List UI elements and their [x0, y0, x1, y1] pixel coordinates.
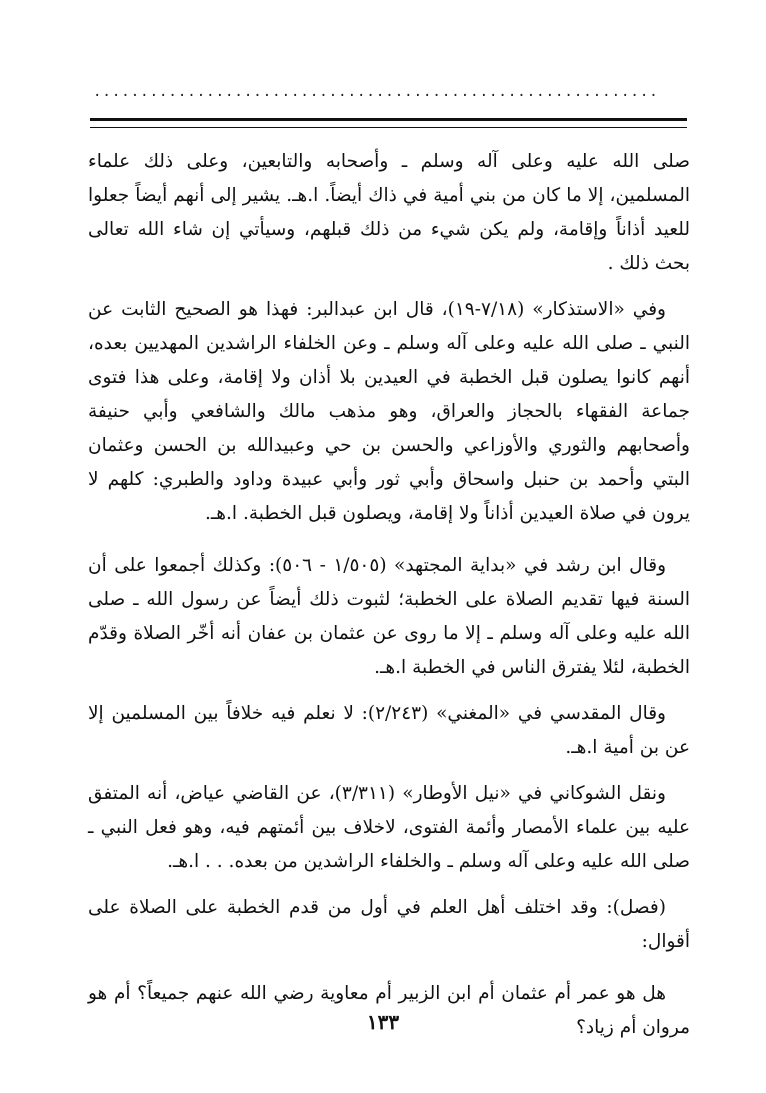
paragraph-question: هل هو عمر أم عثمان أم ابن الزبير أم معاوية رضي الله عنهم جميعاً؟ أم هو مروان أم زياد؟ [88, 983, 690, 1038]
paragraph-istidhkar: وفي «الاستذكار» (٧/١٨-١٩)، قال ابن عبدالبر: فهذا هو الصحيح الثابت عن النبي ـ صلى الله عليه وعلى آله وسلم ـ وعن الخلفاء الراشدين المهديين بعده، أنهم كانوا يصلون قبل الخطبة في العيدين بلا أذان ولا إقامة، وعلى هذا فتوى جماعة الفقهاء بالحجاز والعراق، وهو مذهب مالك والشافعي وأبي حنيفة وأصحابهم والثوري والأوزاعي والحسن بن حي وعبيدالله بن الحسن وعثمان البتي وأحمد بن حنبل واسحاق وأبي ثور وأبي عبيدة وداود والطبري: كلهم لا يرون في صلاة العيدين أذاناً ولا إقامة، ويصلون قبل الخطبة. ا.هـ. [88, 299, 690, 524]
header-rule-thick [90, 118, 687, 121]
paragraph-continuation: صلى الله عليه وعلى آله وسلم ـ وأصحابه والتابعين، وعلى ذلك علماء المسلمين، إلا ما كان من بني أمية في ذاك أيضاً. ا.هـ. يشير إلى أنهم أيضاً جعلوا للعيد أذاناً وإقامة، ولم يكن شيء من ذلك قبلهم، وسيأتي إن شاء الله تعالى بحث ذلك . [88, 151, 690, 274]
paragraph-shawkani: ونقل الشوكاني في «نيل الأوطار» (٣/٣١١)، عن القاضي عياض، أنه المتفق عليه بين علماء الأمصار وأئمة الفتوى، لاخلاف بين أئمتهم فيه، وهو فعل النبي ـ صلى الله عليه وعلى آله وسلم ـ والخلفاء الراشدين من بعده. . . ا.هـ. [88, 783, 690, 872]
page-body [88, 145, 690, 1057]
paragraph-fasl: (فصل): وقد اختلف أهل العلم في أول من قدم الخطبة على الصلاة على أقوال: [88, 897, 690, 952]
paragraph-ibn-rushd: وقال ابن رشد في «بداية المجتهد» (١/٥٠٥ - ٥٠٦): وكذلك أجمعوا على أن السنة فيها تقديم الصلاة على الخطبة؛ لثبوت ذلك أيضاً عن رسول الله ـ صلى الله عليه وعلى آله وسلم ـ إلا ما روى عن عثمان بن عفان أنه أخّر الصلاة وقدّم الخطبة، لئلا يفترق الناس في الخطبة ا.هـ. [88, 555, 690, 678]
page-number: ١٣٣ [366, 1010, 400, 1034]
paragraph-mughni: وقال المقدسي في «المغني» (٢/٢٤٣): لا نعلم فيه خلافاً بين المسلمين إلا عن بن أمية ا.هـ. [88, 703, 690, 758]
header-rule-thin [90, 127, 687, 128]
header-dotted-line: ............................................................ [93, 84, 659, 100]
